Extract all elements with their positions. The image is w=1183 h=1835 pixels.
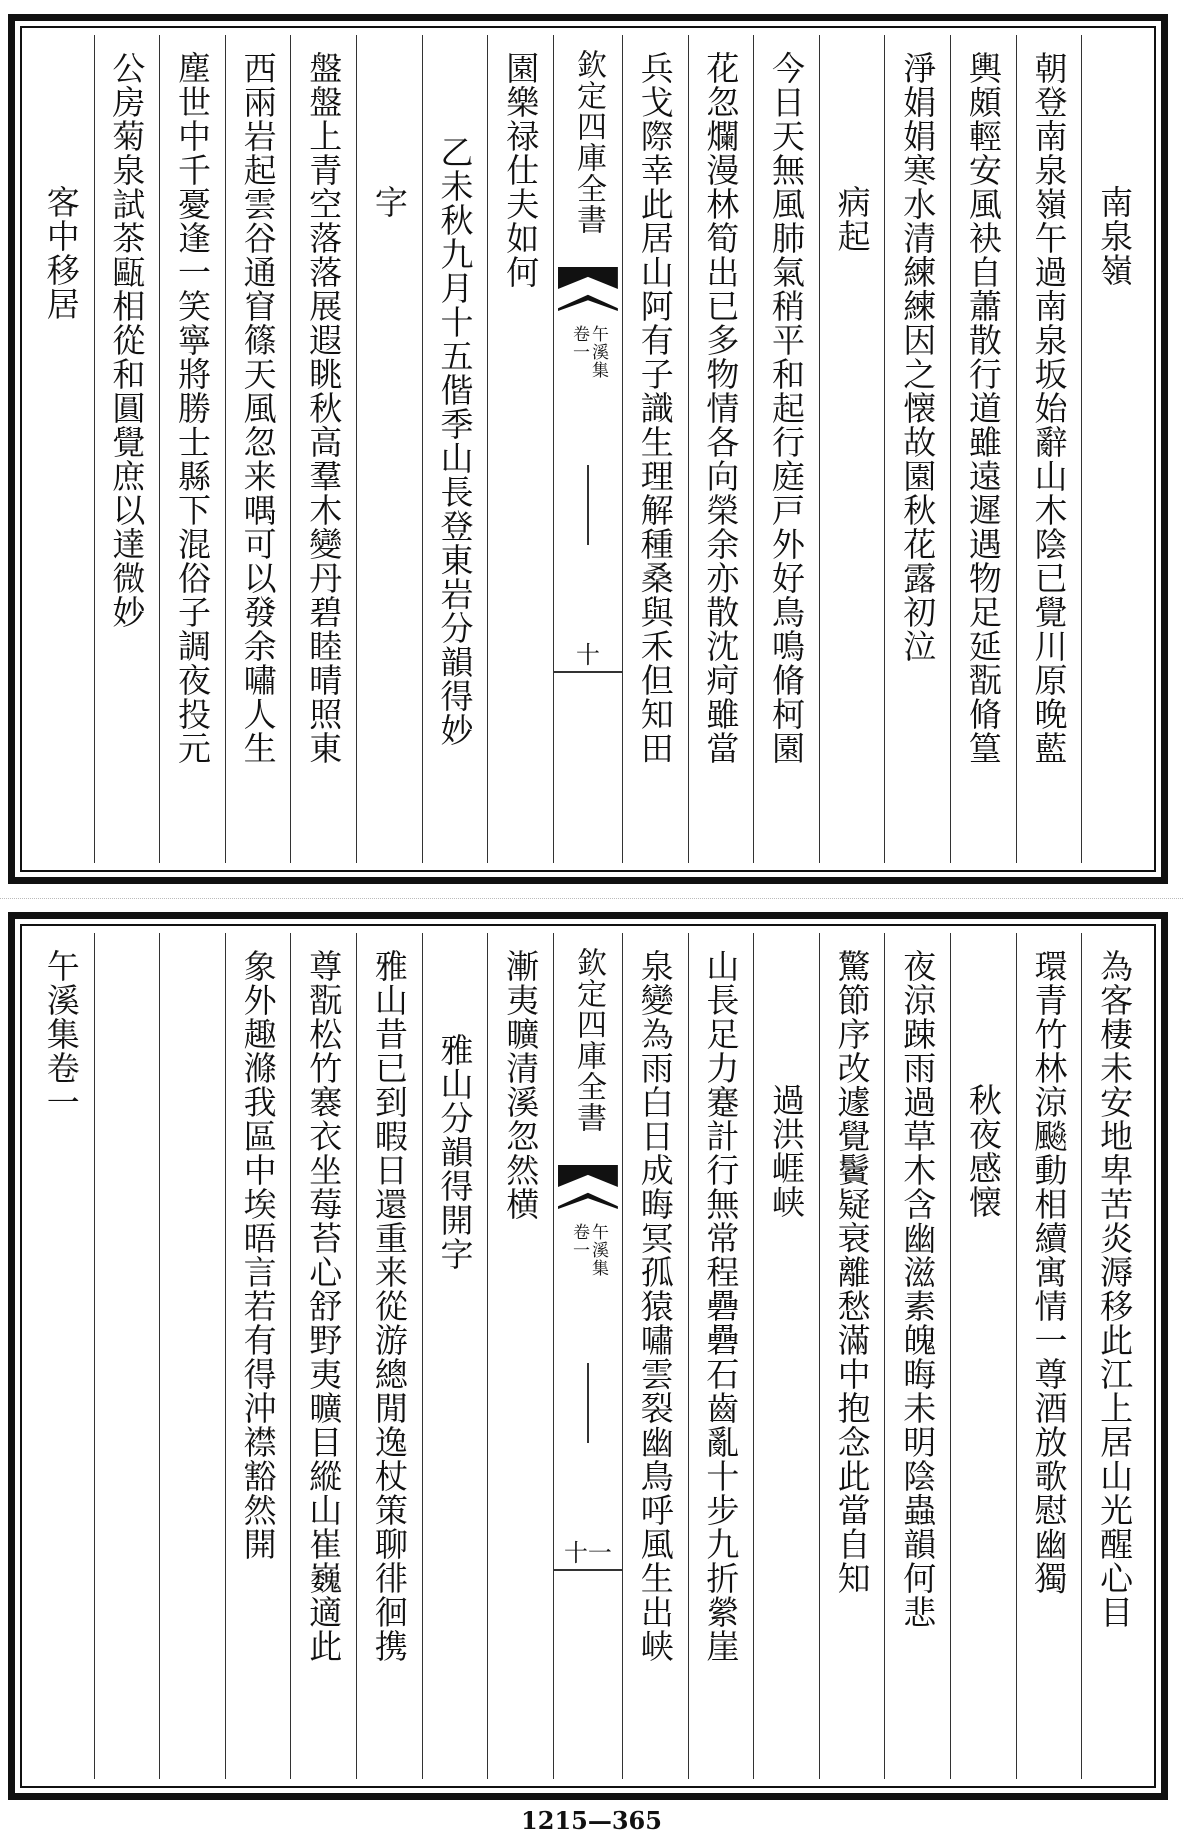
poem-text: 雅山分韻得開字 [435,1033,475,1271]
text-column [1081,35,1147,863]
poem-text: 輿頗輕安風袂自蕭散行道雖遠遲遇物足延翫脩篁 [963,51,1003,765]
text-column [884,933,950,1779]
poem-title: 過洪崕峡 [766,1083,806,1219]
top-text-columns [29,35,1147,863]
top-book-page [8,14,1168,884]
leaf-number-rule [554,671,622,673]
book-volume-label [570,325,606,379]
book-volume-label [570,1223,606,1277]
fishtail-mark [558,1165,618,1187]
text-column [29,933,94,1779]
poem-text: 山長足力蹇計行無常程礨礨石齒亂十步九折縈崖 [701,949,741,1663]
text-column [819,933,885,1779]
text-column [1081,933,1147,1779]
poem-title: 字 [369,185,409,219]
poem-title: 病起 [832,185,872,253]
fold-center-column [553,933,622,1779]
poem-text: 朝登南泉嶺午過南泉坂始辭山木陰已覺川原晚藍 [1029,51,1069,765]
text-column [688,933,754,1779]
text-column [622,933,688,1779]
poem-text: 驚節序改遽覺鬢疑衰離愁滿中抱念此當自知 [832,949,872,1595]
text-column [950,933,1016,1779]
text-column [225,933,291,1779]
poem-text: 盤盤上青空落落展遐眺秋高羣木變丹碧睦晴照東 [304,51,344,765]
text-column [225,35,291,863]
poem-text: 尊翫松竹褰衣坐莓苔心舒野夷曠目縱山崔巍適此 [304,949,344,1663]
page-separator [0,898,1183,899]
center-rule [587,465,589,545]
text-column [422,35,488,863]
poem-text: 乙未秋九月十五偕季山長登東岩分韻得妙 [435,135,475,747]
text-column [159,933,225,1779]
poem-text: 雅山昔已到暇日還重来從游總閒逸杖策聊徘徊携 [369,949,409,1663]
poem-text: 淨娟娟寒水清練練因之懐故園秋花露初泣 [898,51,938,663]
poem-text: 午溪集卷一 [41,949,81,1119]
text-column [94,933,160,1779]
poem-title: 秋夜感懐 [963,1083,1003,1219]
volume-label: 卷一 [568,1223,589,1259]
poem-text: 兵戈際幸此居山阿有子識生理解種桑與禾但知田 [635,51,675,765]
text-column [422,933,488,1779]
poem-text: 園樂禄仕夫如何 [501,51,541,289]
text-column [29,35,94,863]
poem-text: 為客棲未安地卑苦炎溽移此江上居山光醒心目 [1095,949,1135,1629]
text-column [622,35,688,863]
text-column [950,35,1016,863]
text-column [688,35,754,863]
text-column [94,35,160,863]
poem-text: 漸夷曠清溪忽然横 [501,949,541,1221]
leaf-number-rule [554,1569,622,1571]
text-column [290,35,356,863]
text-column [159,35,225,863]
poem-text: 環青竹林涼飈動相續寓情一尊酒放歌慰幽獨 [1029,949,1069,1595]
text-column [1016,933,1082,1779]
fold-center-column [553,35,622,863]
book-title: 午溪集 [587,1223,608,1277]
poem-text: 公房菊泉試茶甌相從和圓覺庶以達微妙 [107,51,147,629]
poem-text: 夜涼踈雨過草木含幽滋素魄晦未明陰蟲韻何悲 [898,949,938,1629]
fishtail-mark [558,1191,618,1209]
poem-text: 象外趣滌我區中埃晤言若有得沖襟豁然開 [238,949,278,1561]
text-column [487,35,553,863]
bottom-book-page [8,912,1168,1800]
text-column [356,933,422,1779]
leaf-number: 十一 [563,1539,612,1567]
fishtail-mark [558,293,618,311]
poem-text: 塵世中千憂逢一笑寧將勝士縣下混俗子調夜投元 [172,51,212,765]
page-footer-number: 1215—365 [521,1806,662,1835]
text-column [487,933,553,1779]
text-column [884,35,950,863]
volume-label: 卷一 [568,325,589,361]
text-column [753,35,819,863]
collection-header: 欽定四庫全書 [570,49,606,235]
fishtail-mark [558,267,618,289]
leaf-number: 十 [575,641,600,669]
text-column [290,933,356,1779]
poem-text: 花忽爛漫林筍出已多物情各向榮余亦散沈疴雖當 [701,51,741,765]
poem-text: 今日天無風肺氣稍平和起行庭戸外好鳥鳴脩柯園 [766,51,806,765]
collection-header: 欽定四庫全書 [570,947,606,1133]
center-rule [587,1363,589,1443]
text-column [1016,35,1082,863]
poem-text: 西兩岩起雲谷通窅篠天風忽来喁可以發余嘯人生 [238,51,278,765]
text-column [819,35,885,863]
book-title: 午溪集 [587,325,608,379]
bottom-text-columns [29,933,1147,1779]
text-column [753,933,819,1779]
poem-text: 泉變為雨白日成晦冥孤猿嘯雲裂幽鳥呼風生出峡 [635,949,675,1663]
poem-title: 南泉嶺 [1095,185,1135,287]
text-column [356,35,422,863]
poem-title: 客中移居 [41,185,81,321]
